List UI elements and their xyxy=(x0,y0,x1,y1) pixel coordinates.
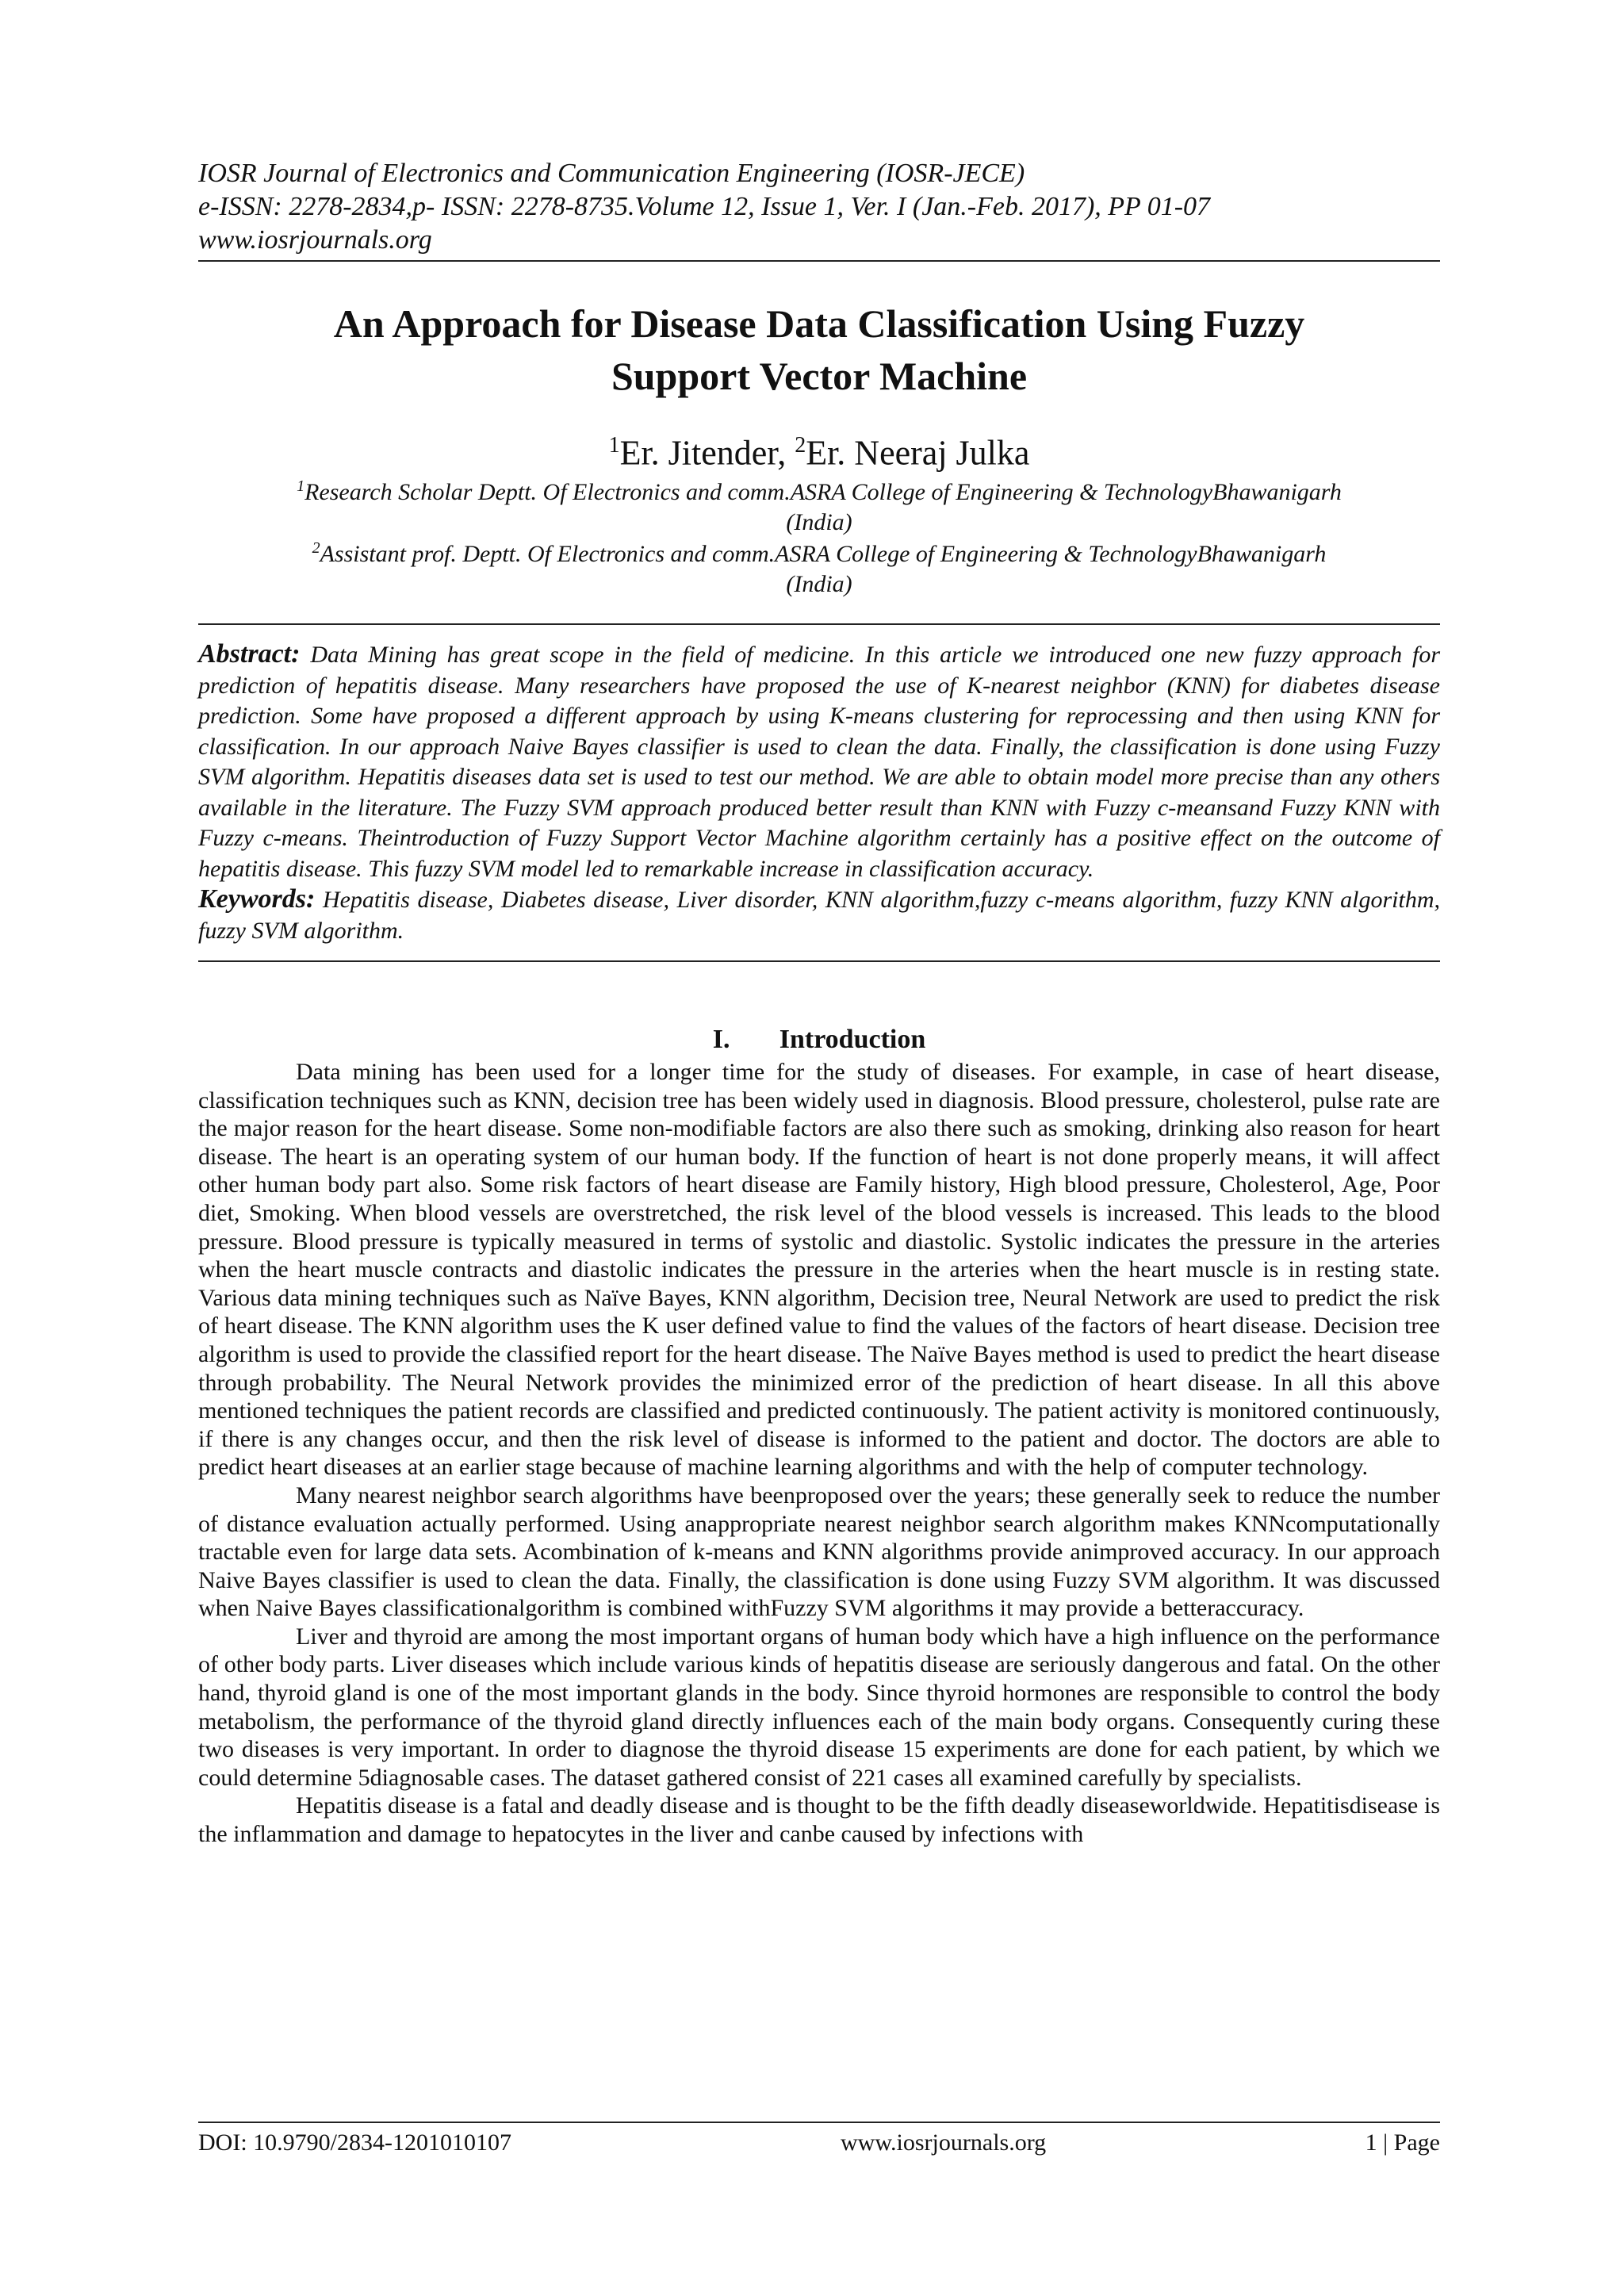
affiliation-2-text: Assistant prof. Deptt. Of Electronics and comm.ASRA College of Engineering & TechnologyBhawanigarh xyxy=(320,541,1327,567)
journal-name: IOSR Journal of Electronics and Communication Engineering (IOSR-JECE) xyxy=(198,159,1025,188)
footer-doi: DOI: 10.9790/2834-1201010107 xyxy=(198,2129,511,2156)
abstract-paragraph xyxy=(198,639,1440,884)
body-paragraph-1: Data mining has been used for a longer time for the study of diseases. For example, in case of heart disease, classification techniques such as KNN, decision tree has been widely used in diagnosis. Blood pressure, cholesterol, pulse rate are the major reason for the heart disease. Some non-modifiable factors are also there such as smoking, drinking also reason for heart disease. The heart is an operating system of our human body. If the function of heart is not done properly means, it will affect other human body part also. Some risk factors of heart disease are Family history, High blood pressure, Cholesterol, Age, Poor diet, Smoking. When blood vessels are overstretched, the risk level of the blood vessels is increased. This leads to the blood pressure. Blood pressure is typically measured in terms of systolic and diastolic. Systolic indicates the pressure in the arteries when the heart muscle contracts and diastolic indicates the pressure in the arteries when the heart muscle is in resting state. Various data mining techniques such as Naïve Bayes, KNN algorithm, Decision tree, Neural Network are used to predict the risk of heart disease. The KNN algorithm uses the K user defined value to find the values of the factors of heart disease. Decision tree algorithm is used to provide the classified report for the heart disease. The Naïve Bayes method is used to predict the heart disease through probability. The Neural Network provides the minimized error of the prediction of heart disease. In all this above mentioned techniques the patient records are classified and predicted continuously. The patient activity is monitored continuously, if there is any changes occur, and then the risk level of disease is informed to the patient and doctor. The doctors are able to predict heart diseases at an earlier stage because of machine learning algorithms and with the help of computer technology. xyxy=(198,1059,1440,1481)
affiliation-2-marker: 2 xyxy=(312,539,320,557)
section-number: I. xyxy=(712,1025,730,1054)
body-paragraph-2: Many nearest neighbor search algorithms have beenproposed over the years; these generally seek to reduce the number of distance evaluation actually performed. Using anappropriate nearest neighbor search algorithm makes KNNcomputationally tractable even for large data sets. Acombination of k-means and KNN algorithms provide animproved accuracy. In our approach Naive Bayes classifier is used to clean the data. Finally, the classification is done using Fuzzy SVM algorithm. It was discussed when Naive Bayes classificationalgorithm is combined withFuzzy SVM algorithms it may provide a betteraccuracy. xyxy=(198,1481,1440,1622)
journal-issn: e-ISSN: 2278-2834,p- ISSN: 2278-8735.Volume 12, Issue 1, Ver. I (Jan.-Feb. 2017), PP 01-07 xyxy=(198,192,1211,221)
paper-title-line-2: Support Vector Machine xyxy=(611,354,1028,398)
footer-website: www.iosrjournals.org xyxy=(841,2129,1047,2156)
affiliation-1-text: Research Scholar Deptt. Of Electronics and comm.ASRA College of Engineering & TechnologyBhawanigarh xyxy=(304,479,1342,505)
abstract-text: Data Mining has great scope in the field of medicine. In this article we introduced one new fuzzy approach for prediction of hepatitis disease. Many researchers have proposed the use of K-nearest neighbor (KNN) for diabetes disease prediction. Some have proposed a different approach by using K-means clustering for reprocessing and then using KNN for classification. In our approach Naive Bayes classifier is used to clean the data. Finally, the classification is done using Fuzzy SVM algorithm. Hepatitis diseases data set is used to test our method. We are able to obtain model more precise than any others available in the literature. The Fuzzy SVM approach produced better result than KNN with Fuzzy c-meansand Fuzzy KNN with Fuzzy c-means. Theintroduction of Fuzzy Support Vector Machine algorithm certainly has a positive effect on the outcome of hepatitis disease. This fuzzy SVM model led to remarkable increase in classification accuracy. xyxy=(198,642,1441,882)
abstract-label: Abstract: xyxy=(198,639,301,669)
paper-title-line-1: An Approach for Disease Data Classification Using Fuzzy xyxy=(333,301,1305,346)
journal-header xyxy=(198,157,1440,262)
paper-title xyxy=(198,297,1440,402)
body-paragraph-4: Hepatitis disease is a fatal and deadly disease and is thought to be the fifth deadly diseaseworldwide. Hepatitisdisease is the inflammation and damage to hepatocytes in the liver and canbe caused by infections with xyxy=(198,1792,1440,1848)
author-1-marker: 1 xyxy=(608,433,620,458)
page-footer xyxy=(198,2122,1440,2160)
keywords-label: Keywords: xyxy=(198,884,316,914)
section-title: Introduction xyxy=(779,1025,926,1054)
author-2-name: Er. Neeraj Julka xyxy=(806,433,1030,473)
body-text xyxy=(198,1058,1440,1849)
journal-website: www.iosrjournals.org xyxy=(198,225,432,255)
author-1-name: Er. Jitender, xyxy=(619,433,795,473)
section-heading xyxy=(198,1023,1440,1056)
author-list xyxy=(198,424,1440,476)
affiliation-1-country: (India) xyxy=(786,509,852,535)
affiliation-2 xyxy=(198,533,1440,600)
affiliation-1-marker: 1 xyxy=(297,477,305,495)
affiliation-1 xyxy=(198,471,1440,538)
body-paragraph-3: Liver and thyroid are among the most important organs of human body which have a high influence on the performance of other body parts. Liver diseases which include various kinds of hepatitis disease are seriously dangerous and fatal. On the other hand, thyroid gland is one of the most important glands in the body. Since thyroid hormones are responsible to control the body metabolism, the performance of the thyroid gland directly influences each of the main body organs. Consequently curing these two diseases is very important. In order to diagnose the thyroid disease 15 experiments are done for each patient, by which we could determine 5diagnosable cases. The dataset gathered consist of 221 cases all examined carefully by specialists. xyxy=(198,1623,1440,1791)
footer-page-number: 1 | Page xyxy=(1365,2129,1440,2156)
author-2-marker: 2 xyxy=(795,433,806,458)
abstract-block xyxy=(198,623,1440,962)
keywords-paragraph xyxy=(198,884,1440,946)
keywords-text: Hepatitis disease, Diabetes disease, Liver disorder, KNN algorithm,fuzzy c-means algorithm, fuzzy KNN algorithm, fuzzy SVM algorithm. xyxy=(198,887,1441,944)
affiliation-2-country: (India) xyxy=(786,571,852,597)
